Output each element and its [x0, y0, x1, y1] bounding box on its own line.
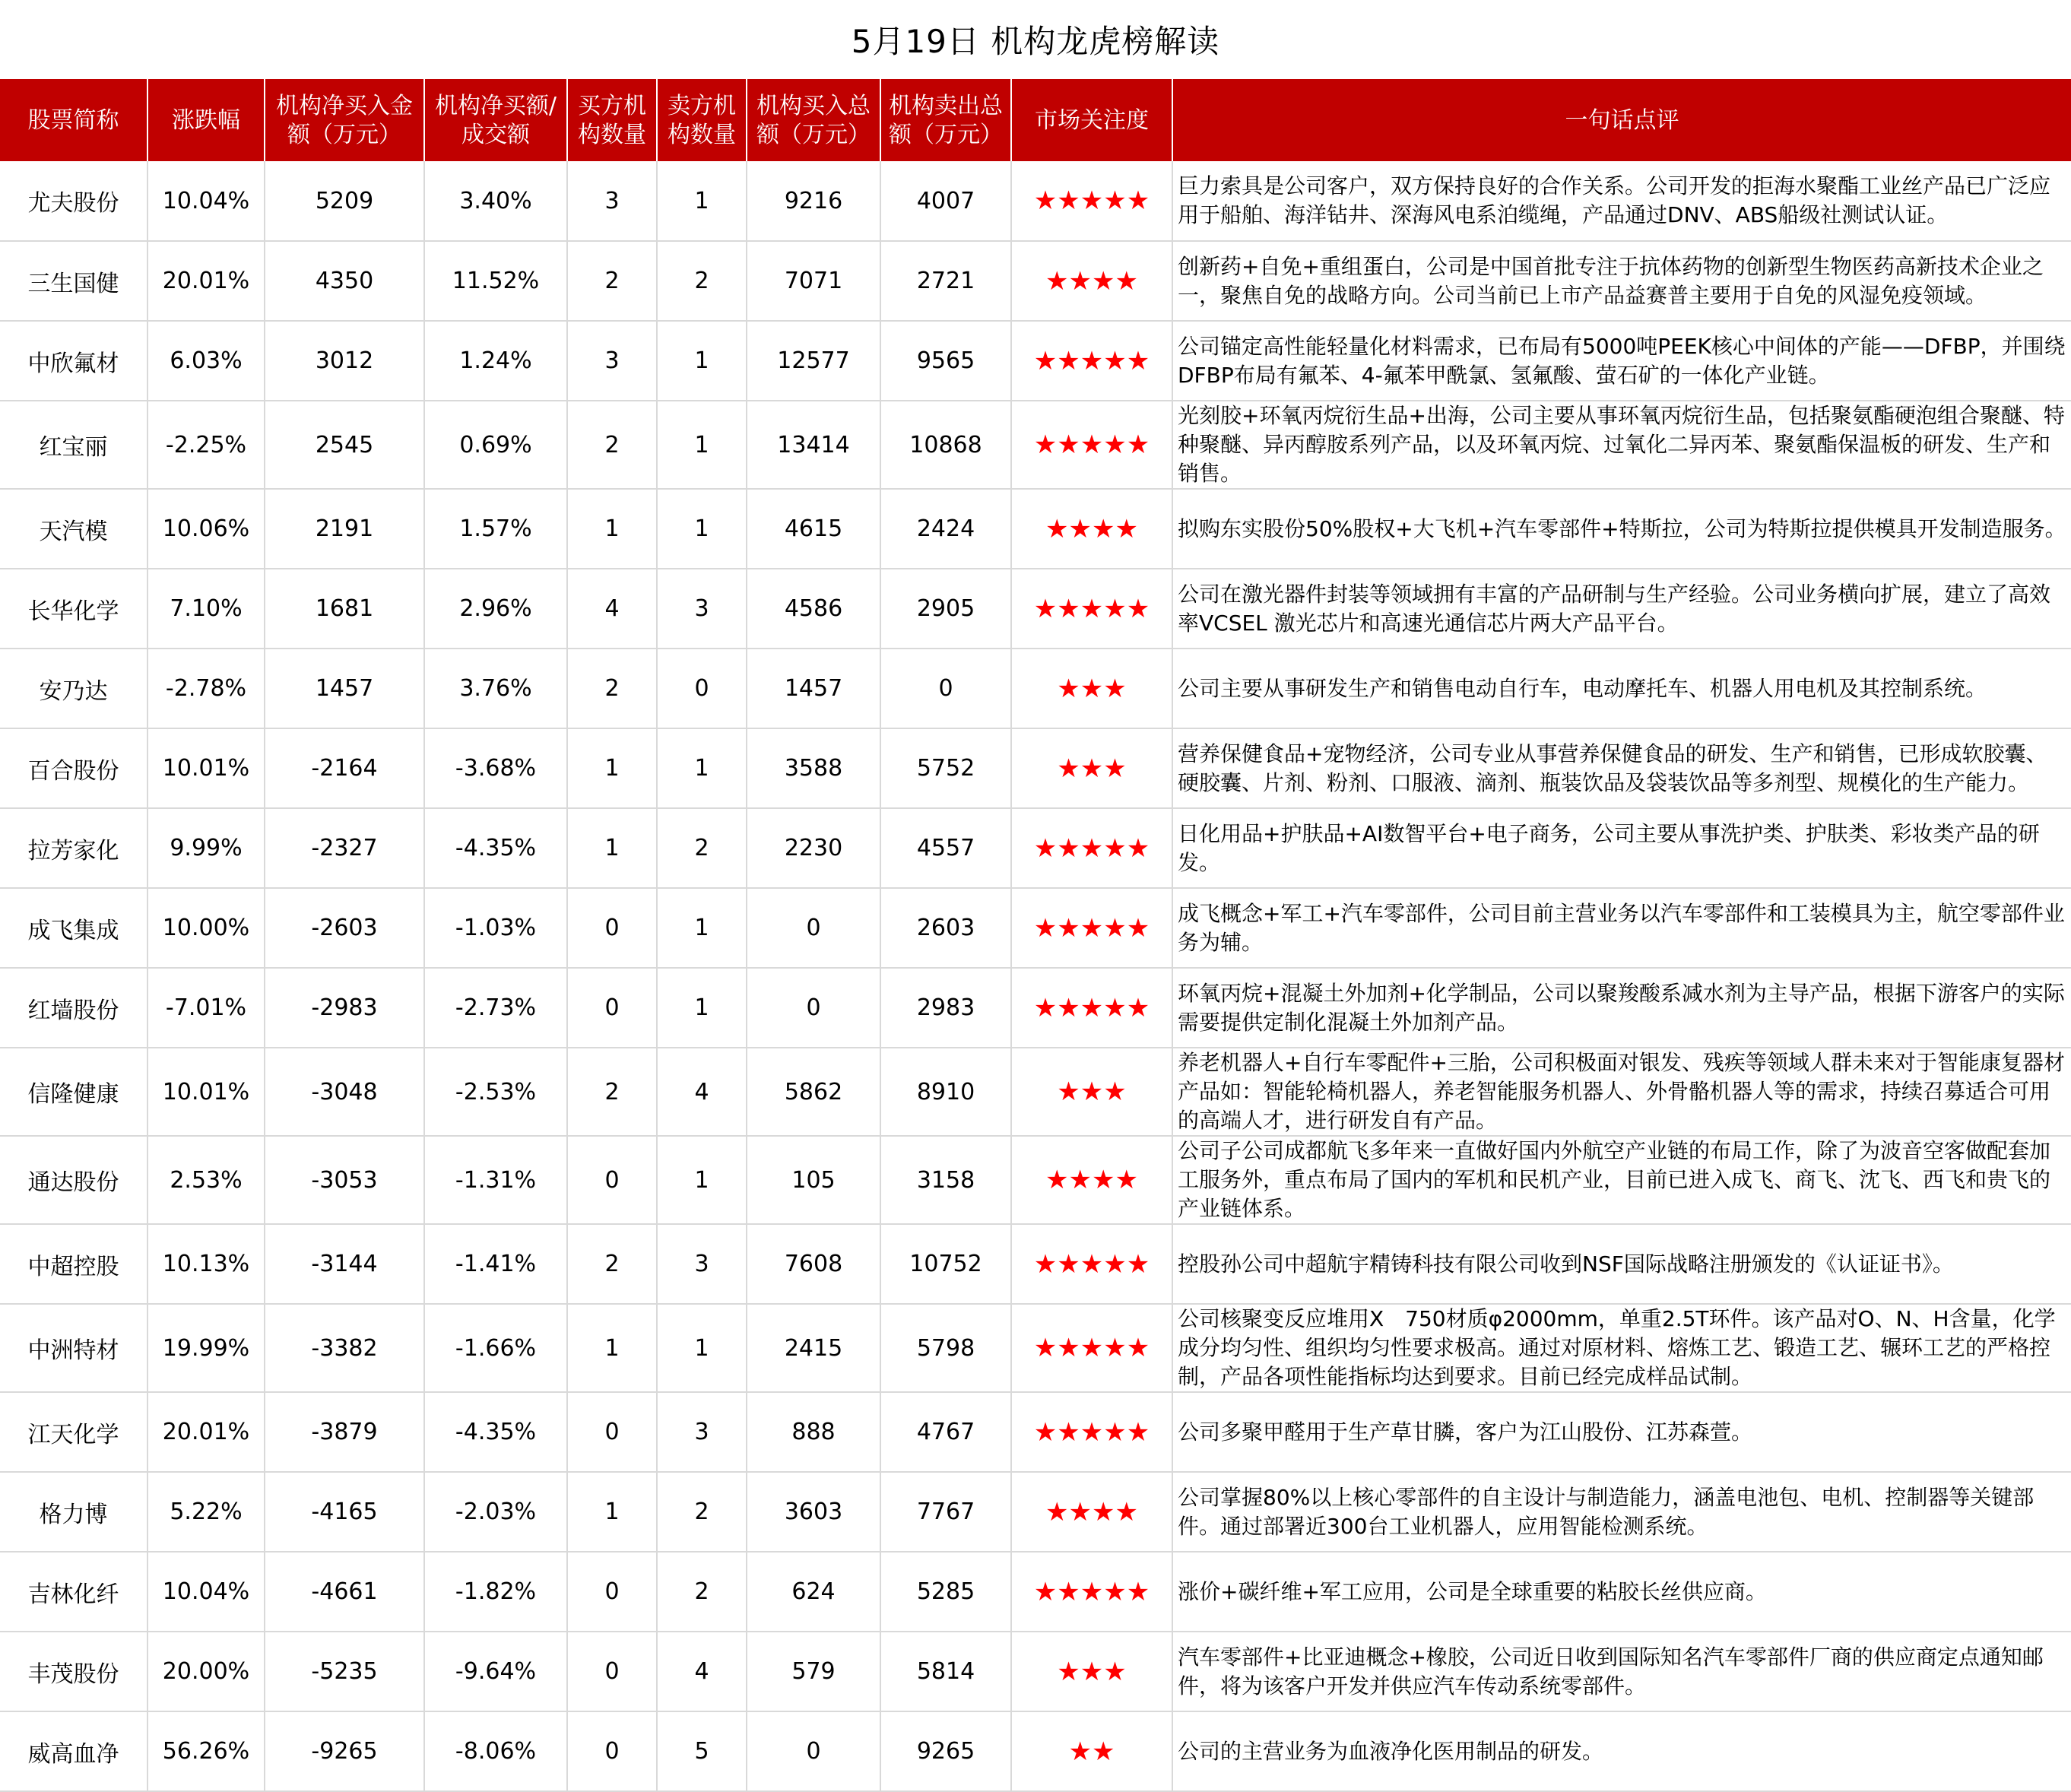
- net-buy: -2603: [265, 888, 424, 968]
- net-buy: 4350: [265, 241, 424, 321]
- net-buy: -3382: [265, 1304, 424, 1392]
- buy-total: 579: [747, 1632, 880, 1711]
- buy-total: 9216: [747, 161, 880, 241]
- attention-stars: ★★★★★: [1011, 968, 1172, 1048]
- comment: 公司的主营业务为血液净化医用制品的研发。: [1172, 1711, 2071, 1791]
- attention-stars: ★★★★★: [1011, 1224, 1172, 1304]
- buy-total: 5862: [747, 1048, 880, 1136]
- change-pct: 19.99%: [147, 1304, 265, 1392]
- sell-total: 2603: [880, 888, 1011, 968]
- comment: 公司多聚甲醛用于生产草甘膦，客户为江山股份、江苏森萱。: [1172, 1392, 2071, 1472]
- buyer-count: 3: [567, 321, 657, 401]
- comment: 公司掌握80%以上核心零部件的自主设计与制造能力，涵盖电池包、电机、控制器等关键部件。通过部署近300台工业机器人，应用智能检测系统。: [1172, 1472, 2071, 1552]
- buyer-count: 4: [567, 569, 657, 649]
- stock-name: 成飞集成: [0, 888, 147, 968]
- buyer-count: 3: [567, 161, 657, 241]
- net-buy: 1681: [265, 569, 424, 649]
- comment: 公司主要从事研发生产和销售电动自行车，电动摩托车、机器人用电机及其控制系统。: [1172, 649, 2071, 728]
- sell-total: 2905: [880, 569, 1011, 649]
- buyer-count: 0: [567, 888, 657, 968]
- sell-total: 9565: [880, 321, 1011, 401]
- attention-stars: ★★★★: [1011, 1472, 1172, 1552]
- net-ratio: -2.03%: [424, 1472, 567, 1552]
- net-ratio: 2.96%: [424, 569, 567, 649]
- sell-total: 2424: [880, 489, 1011, 569]
- buy-total: 1457: [747, 649, 880, 728]
- table-row: [0, 1304, 2071, 1392]
- buyer-count: 0: [567, 968, 657, 1048]
- table-row: [0, 1224, 2071, 1304]
- col-header-ratio: 机构净买额/成交额: [424, 80, 567, 161]
- table-row: [0, 569, 2071, 649]
- buyer-count: 2: [567, 1224, 657, 1304]
- attention-stars: ★★: [1011, 1711, 1172, 1791]
- table-row: [0, 649, 2071, 728]
- table-row: [0, 728, 2071, 808]
- buyer-count: 1: [567, 1304, 657, 1392]
- seller-count: 1: [657, 888, 747, 968]
- change-pct: 20.00%: [147, 1632, 265, 1711]
- buy-total: 888: [747, 1392, 880, 1472]
- attention-stars: ★★★★: [1011, 489, 1172, 569]
- change-pct: 6.03%: [147, 321, 265, 401]
- buy-total: 3588: [747, 728, 880, 808]
- stock-name: 天汽模: [0, 489, 147, 569]
- stock-name: 中超控股: [0, 1224, 147, 1304]
- change-pct: 10.00%: [147, 888, 265, 968]
- net-ratio: -3.68%: [424, 728, 567, 808]
- stock-name: 百合股份: [0, 728, 147, 808]
- buyer-count: 0: [567, 1552, 657, 1632]
- buy-total: 7071: [747, 241, 880, 321]
- stock-name: 通达股份: [0, 1136, 147, 1224]
- attention-stars: ★★★★★: [1011, 1552, 1172, 1632]
- buyer-count: 2: [567, 1048, 657, 1136]
- buy-total: 13414: [747, 401, 880, 489]
- comment: 控股孙公司中超航宇精铸科技有限公司收到NSF国际战略注册颁发的《认证证书》。: [1172, 1224, 2071, 1304]
- change-pct: 10.06%: [147, 489, 265, 569]
- net-buy: -2164: [265, 728, 424, 808]
- attention-stars: ★★★★: [1011, 1136, 1172, 1224]
- net-ratio: -1.41%: [424, 1224, 567, 1304]
- attention-stars: ★★★: [1011, 1632, 1172, 1711]
- net-ratio: 1.57%: [424, 489, 567, 569]
- stock-name: 丰茂股份: [0, 1632, 147, 1711]
- table-row: [0, 1392, 2071, 1472]
- change-pct: 10.13%: [147, 1224, 265, 1304]
- sell-total: 5752: [880, 728, 1011, 808]
- net-buy: -9265: [265, 1711, 424, 1791]
- seller-count: 4: [657, 1048, 747, 1136]
- sell-total: 3158: [880, 1136, 1011, 1224]
- stock-name: 威高血净: [0, 1711, 147, 1791]
- col-header-sell-total: 机构卖出总额（万元）: [880, 80, 1011, 161]
- seller-count: 1: [657, 1304, 747, 1392]
- table-header-row: [0, 80, 2071, 161]
- change-pct: 10.01%: [147, 1048, 265, 1136]
- table-row: [0, 241, 2071, 321]
- buy-total: 0: [747, 1711, 880, 1791]
- col-header-sellers: 卖方机构数量: [657, 80, 747, 161]
- net-ratio: 11.52%: [424, 241, 567, 321]
- comment: 公司锚定高性能轻量化材料需求，已布局有5000吨PEEK核心中间体的产能——DFBP，并围绕DFBP布局有氟苯、4-氟苯甲酰氯、氢氟酸、萤石矿的一体化产业链。: [1172, 321, 2071, 401]
- table-row: [0, 1472, 2071, 1552]
- buy-total: 2230: [747, 808, 880, 888]
- table-row: [0, 968, 2071, 1048]
- stock-name: 尤夫股份: [0, 161, 147, 241]
- institution-table: [0, 79, 2071, 1792]
- net-buy: -3048: [265, 1048, 424, 1136]
- comment: 公司核聚变反应堆用X 750材质φ2000mm，单重2.5T环件。该产品对O、N、H含量，化学成分均匀性、组织均匀性要求极高。通过对原材料、熔炼工艺、锻造工艺、辗环工艺的严格控制，产品各项性能指标均达到要求。目前已经完成样品试制。: [1172, 1304, 2071, 1392]
- seller-count: 3: [657, 569, 747, 649]
- net-buy: 5209: [265, 161, 424, 241]
- attention-stars: ★★★★★: [1011, 569, 1172, 649]
- col-header-comment: 一句话点评: [1172, 80, 2071, 161]
- buyer-count: 1: [567, 728, 657, 808]
- net-ratio: 0.69%: [424, 401, 567, 489]
- change-pct: 20.01%: [147, 241, 265, 321]
- table-row: [0, 321, 2071, 401]
- net-ratio: 1.24%: [424, 321, 567, 401]
- stock-name: 中洲特材: [0, 1304, 147, 1392]
- change-pct: 56.26%: [147, 1711, 265, 1791]
- buyer-count: 2: [567, 649, 657, 728]
- buyer-count: 0: [567, 1392, 657, 1472]
- net-ratio: 3.76%: [424, 649, 567, 728]
- stock-name: 三生国健: [0, 241, 147, 321]
- seller-count: 2: [657, 1472, 747, 1552]
- comment: 环氧丙烷+混凝土外加剂+化学制品，公司以聚羧酸系减水剂为主导产品，根据下游客户的实际需要提供定制化混凝土外加剂产品。: [1172, 968, 2071, 1048]
- buy-total: 624: [747, 1552, 880, 1632]
- seller-count: 2: [657, 1552, 747, 1632]
- stock-name: 拉芳家化: [0, 808, 147, 888]
- net-ratio: -4.35%: [424, 808, 567, 888]
- comment: 创新药+自免+重组蛋白，公司是中国首批专注于抗体药物的创新型生物医药高新技术企业之一，聚焦自免的战略方向。公司当前已上市产品益赛普主要用于自免的风湿免疫领域。: [1172, 241, 2071, 321]
- sell-total: 4557: [880, 808, 1011, 888]
- buyer-count: 0: [567, 1632, 657, 1711]
- seller-count: 1: [657, 1136, 747, 1224]
- stock-name: 安乃达: [0, 649, 147, 728]
- buy-total: 12577: [747, 321, 880, 401]
- table-row: [0, 1136, 2071, 1224]
- sell-total: 10752: [880, 1224, 1011, 1304]
- sell-total: 5285: [880, 1552, 1011, 1632]
- sell-total: 7767: [880, 1472, 1011, 1552]
- net-buy: -5235: [265, 1632, 424, 1711]
- seller-count: 1: [657, 728, 747, 808]
- page-title: 5月19日 机构龙虎榜解读: [851, 23, 1220, 60]
- stock-name: 信隆健康: [0, 1048, 147, 1136]
- buyer-count: 1: [567, 489, 657, 569]
- net-ratio: -8.06%: [424, 1711, 567, 1791]
- stock-name: 红墙股份: [0, 968, 147, 1048]
- buy-total: 4586: [747, 569, 880, 649]
- seller-count: 5: [657, 1711, 747, 1791]
- change-pct: 9.99%: [147, 808, 265, 888]
- change-pct: 20.01%: [147, 1392, 265, 1472]
- net-ratio: -9.64%: [424, 1632, 567, 1711]
- net-ratio: -1.66%: [424, 1304, 567, 1392]
- net-ratio: -1.03%: [424, 888, 567, 968]
- stock-name: 格力博: [0, 1472, 147, 1552]
- comment: 巨力索具是公司客户，双方保持良好的合作关系。公司开发的拒海水聚酯工业丝产品已广泛应用于船舶、海洋钻井、深海风电系泊缆绳，产品通过DNV、ABS船级社测试认证。: [1172, 161, 2071, 241]
- stock-name: 红宝丽: [0, 401, 147, 489]
- comment: 涨价+碳纤维+军工应用，公司是全球重要的粘胶长丝供应商。: [1172, 1552, 2071, 1632]
- col-header-change: 涨跌幅: [147, 80, 265, 161]
- sell-total: 2721: [880, 241, 1011, 321]
- buy-total: 0: [747, 968, 880, 1048]
- attention-stars: ★★★★★: [1011, 401, 1172, 489]
- buy-total: 2415: [747, 1304, 880, 1392]
- net-ratio: 3.40%: [424, 161, 567, 241]
- comment: 拟购东实股份50%股权+大飞机+汽车零部件+特斯拉，公司为特斯拉提供模具开发制造服务。: [1172, 489, 2071, 569]
- sell-total: 4767: [880, 1392, 1011, 1472]
- seller-count: 1: [657, 161, 747, 241]
- net-ratio: -2.73%: [424, 968, 567, 1048]
- table-row: [0, 1048, 2071, 1136]
- net-buy: -3879: [265, 1392, 424, 1472]
- stock-name: 江天化学: [0, 1392, 147, 1472]
- col-header-net-buy: 机构净买入金额（万元）: [265, 80, 424, 161]
- comment: 公司子公司成都航飞多年来一直做好国内外航空产业链的布局工作，除了为波音空客做配套加工服务外，重点布局了国内的军机和民机产业，目前已进入成飞、商飞、沈飞、西飞和贵飞的产业链体系。: [1172, 1136, 2071, 1224]
- net-buy: -4165: [265, 1472, 424, 1552]
- table-row: [0, 888, 2071, 968]
- stock-name: 吉林化纤: [0, 1552, 147, 1632]
- seller-count: 3: [657, 1392, 747, 1472]
- buy-total: 3603: [747, 1472, 880, 1552]
- buy-total: 4615: [747, 489, 880, 569]
- change-pct: 5.22%: [147, 1472, 265, 1552]
- net-ratio: -1.82%: [424, 1552, 567, 1632]
- buy-total: 7608: [747, 1224, 880, 1304]
- comment: 日化用品+护肤品+AI数智平台+电子商务，公司主要从事洗护类、护肤类、彩妆类产品的研发。: [1172, 808, 2071, 888]
- attention-stars: ★★★★★: [1011, 1392, 1172, 1472]
- net-buy: 1457: [265, 649, 424, 728]
- col-header-buyers: 买方机构数量: [567, 80, 657, 161]
- net-ratio: -4.35%: [424, 1392, 567, 1472]
- sell-total: 5798: [880, 1304, 1011, 1392]
- table-row: [0, 1711, 2071, 1791]
- change-pct: -2.25%: [147, 401, 265, 489]
- sell-total: 2983: [880, 968, 1011, 1048]
- sell-total: 4007: [880, 161, 1011, 241]
- net-buy: -3053: [265, 1136, 424, 1224]
- seller-count: 1: [657, 489, 747, 569]
- net-buy: -3144: [265, 1224, 424, 1304]
- seller-count: 2: [657, 241, 747, 321]
- attention-stars: ★★★★: [1011, 241, 1172, 321]
- sell-total: 9265: [880, 1711, 1011, 1791]
- net-buy: 3012: [265, 321, 424, 401]
- change-pct: -2.78%: [147, 649, 265, 728]
- change-pct: 10.04%: [147, 1552, 265, 1632]
- change-pct: 10.01%: [147, 728, 265, 808]
- attention-stars: ★★★★★: [1011, 888, 1172, 968]
- net-buy: -4661: [265, 1552, 424, 1632]
- sell-total: 0: [880, 649, 1011, 728]
- attention-stars: ★★★: [1011, 1048, 1172, 1136]
- table-row: [0, 489, 2071, 569]
- stock-name: 长华化学: [0, 569, 147, 649]
- table-row: [0, 1552, 2071, 1632]
- buy-total: 0: [747, 888, 880, 968]
- attention-stars: ★★★★★: [1011, 1304, 1172, 1392]
- buyer-count: 0: [567, 1136, 657, 1224]
- comment: 光刻胶+环氧丙烷衍生品+出海，公司主要从事环氧丙烷衍生品，包括聚氨酯硬泡组合聚醚、特种聚醚、异丙醇胺系列产品，以及环氧丙烷、过氧化二异丙苯、聚氨酯保温板的研发、生产和销售。: [1172, 401, 2071, 489]
- seller-count: 3: [657, 1224, 747, 1304]
- net-buy: -2983: [265, 968, 424, 1048]
- stock-name: 中欣氟材: [0, 321, 147, 401]
- net-buy: 2191: [265, 489, 424, 569]
- seller-count: 1: [657, 321, 747, 401]
- table-row: [0, 401, 2071, 489]
- comment: 公司在激光器件封装等领域拥有丰富的产品研制与生产经验。公司业务横向扩展，建立了高效率VCSEL 激光芯片和高速光通信芯片两大产品平台。: [1172, 569, 2071, 649]
- col-header-buy-total: 机构买入总额（万元）: [747, 80, 880, 161]
- buyer-count: 1: [567, 1472, 657, 1552]
- seller-count: 1: [657, 401, 747, 489]
- seller-count: 0: [657, 649, 747, 728]
- seller-count: 4: [657, 1632, 747, 1711]
- attention-stars: ★★★★★: [1011, 808, 1172, 888]
- table-row: [0, 1632, 2071, 1711]
- attention-stars: ★★★★★: [1011, 161, 1172, 241]
- buy-total: 105: [747, 1136, 880, 1224]
- net-buy: 2545: [265, 401, 424, 489]
- buyer-count: 2: [567, 241, 657, 321]
- attention-stars: ★★★★★: [1011, 321, 1172, 401]
- attention-stars: ★★★: [1011, 649, 1172, 728]
- change-pct: 7.10%: [147, 569, 265, 649]
- table-row: [0, 808, 2071, 888]
- net-ratio: -2.53%: [424, 1048, 567, 1136]
- change-pct: -7.01%: [147, 968, 265, 1048]
- col-header-attention: 市场关注度: [1011, 80, 1172, 161]
- seller-count: 2: [657, 808, 747, 888]
- table-row: [0, 161, 2071, 241]
- comment: 成飞概念+军工+汽车零部件，公司目前主营业务以汽车零部件和工装模具为主，航空零部件业务为辅。: [1172, 888, 2071, 968]
- seller-count: 1: [657, 968, 747, 1048]
- net-buy: -2327: [265, 808, 424, 888]
- net-ratio: -1.31%: [424, 1136, 567, 1224]
- sell-total: 10868: [880, 401, 1011, 489]
- comment: 汽车零部件+比亚迪概念+橡胶，公司近日收到国际知名汽车零部件厂商的供应商定点通知邮件，将为该客户开发并供应汽车传动系统零部件。: [1172, 1632, 2071, 1711]
- change-pct: 10.04%: [147, 161, 265, 241]
- attention-stars: ★★★: [1011, 728, 1172, 808]
- col-header-name: 股票简称: [0, 80, 147, 161]
- comment: 营养保健食品+宠物经济，公司专业从事营养保健食品的研发、生产和销售，已形成软胶囊、硬胶囊、片剂、粉剂、口服液、滴剂、瓶装饮品及袋装饮品等多剂型、规模化的生产能力。: [1172, 728, 2071, 808]
- change-pct: 2.53%: [147, 1136, 265, 1224]
- comment: 养老机器人+自行车零配件+三胎，公司积极面对银发、残疾等领域人群未来对于智能康复器材产品如：智能轮椅机器人，养老智能服务机器人、外骨骼机器人等的需求，持续召募适合可用的高端人才，进行研发自有产品。: [1172, 1048, 2071, 1136]
- buyer-count: 0: [567, 1711, 657, 1791]
- sell-total: 5814: [880, 1632, 1011, 1711]
- buyer-count: 1: [567, 808, 657, 888]
- buyer-count: 2: [567, 401, 657, 489]
- sell-total: 8910: [880, 1048, 1011, 1136]
